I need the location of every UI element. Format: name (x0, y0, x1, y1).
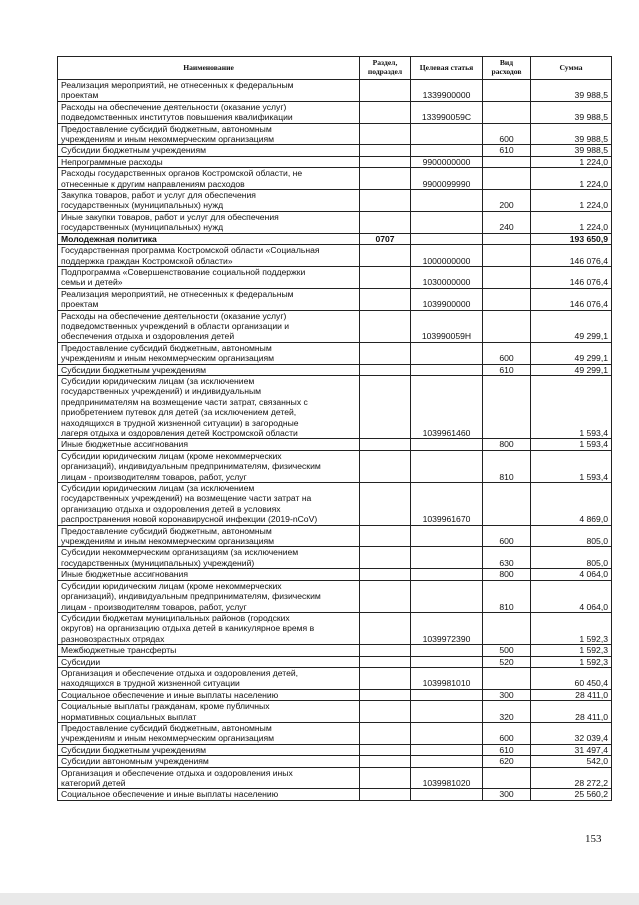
table-row (58, 190, 612, 212)
cell-section (360, 525, 411, 547)
table-row (58, 288, 612, 310)
cell-target: 1030000000 (411, 266, 483, 288)
header-name: Наименование (58, 57, 360, 80)
cell-target (411, 364, 483, 375)
cell-sum: 4 869,0 (531, 483, 612, 526)
cell-type: 600 (483, 722, 531, 744)
cell-name: Реализация мероприятий, не отнесенных к федеральным проектам (58, 288, 360, 310)
table-row (58, 168, 612, 190)
cell-type (483, 375, 531, 438)
cell-name: Расходы на обеспечение деятельности (оказание услуг) подведомственных институтов повышения квалификации (58, 101, 360, 123)
cell-section (360, 245, 411, 267)
cell-sum: 49 299,1 (531, 342, 612, 364)
table-row (58, 569, 612, 580)
cell-section (360, 789, 411, 800)
cell-name: Предоставление субсидий бюджетным, автономным учреждениям и иным некоммерческим организациям (58, 722, 360, 744)
cell-type: 600 (483, 525, 531, 547)
cell-type: 810 (483, 580, 531, 612)
cell-type: 810 (483, 450, 531, 482)
cell-name: Предоставление субсидий бюджетным, автономным учреждениям и иным некоммерческим организациям (58, 342, 360, 364)
cell-name: Социальные выплаты гражданам, кроме публичных нормативных социальных выплат (58, 701, 360, 723)
cell-sum: 39 988,5 (531, 101, 612, 123)
cell-sum: 39 988,5 (531, 80, 612, 102)
cell-name: Субсидии юридическим лицам (за исключением государственных учреждений) на возмещение части затрат на организацию отдыха и оздоровления детей в условиях распространения новой коронавирусной инфекции (2019-nCoV) (58, 483, 360, 526)
cell-section: 0707 (360, 233, 411, 244)
cell-section (360, 101, 411, 123)
cell-target (411, 722, 483, 744)
cell-sum: 193 650,9 (531, 233, 612, 244)
cell-section (360, 767, 411, 789)
cell-type (483, 288, 531, 310)
cell-type (483, 168, 531, 190)
table-row (58, 667, 612, 689)
cell-target (411, 525, 483, 547)
table-row (58, 245, 612, 267)
cell-target (411, 756, 483, 767)
table-row (58, 689, 612, 700)
cell-type: 800 (483, 569, 531, 580)
cell-section (360, 612, 411, 644)
cell-section (360, 211, 411, 233)
cell-sum: 25 560,2 (531, 789, 612, 800)
cell-type: 620 (483, 756, 531, 767)
cell-target (411, 744, 483, 755)
cell-type (483, 483, 531, 526)
cell-name: Реализация мероприятий, не отнесенных к федеральным проектам (58, 80, 360, 102)
cell-section (360, 80, 411, 102)
cell-type (483, 156, 531, 167)
table-row (58, 722, 612, 744)
cell-target: 1339900000 (411, 80, 483, 102)
cell-name: Субсидии (58, 656, 360, 667)
cell-name: Молодежная политика (58, 233, 360, 244)
cell-name: Закупка товаров, работ и услуг для обеспечения государственных (муниципальных) нужд (58, 190, 360, 212)
table-row (58, 701, 612, 723)
cell-section (360, 689, 411, 700)
cell-section (360, 310, 411, 342)
cell-type: 320 (483, 701, 531, 723)
table-row (58, 547, 612, 569)
cell-section (360, 288, 411, 310)
cell-type: 600 (483, 342, 531, 364)
table-row (58, 767, 612, 789)
cell-section (360, 123, 411, 145)
table-row (58, 266, 612, 288)
cell-name: Расходы государственных органов Костромской области, не отнесенные к другим направлениям расходов (58, 168, 360, 190)
cell-name: Непрограммные расходы (58, 156, 360, 167)
cell-name: Расходы на обеспечение деятельности (оказание услуг) подведомственных учреждений в области организации и обеспечения отдыха и оздоровления детей (58, 310, 360, 342)
table-row (58, 145, 612, 156)
cell-type: 630 (483, 547, 531, 569)
cell-name: Иные закупки товаров, работ и услуг для обеспечения государственных (муниципальных) нужд (58, 211, 360, 233)
cell-type: 200 (483, 190, 531, 212)
cell-target: 9900000000 (411, 156, 483, 167)
cell-target (411, 342, 483, 364)
cell-name: Межбюджетные трансферты (58, 645, 360, 656)
cell-target: 1039900000 (411, 288, 483, 310)
cell-sum: 1 224,0 (531, 156, 612, 167)
cell-target: 1000000000 (411, 245, 483, 267)
cell-name: Организация и обеспечение отдыха и оздоровления иных категорий детей (58, 767, 360, 789)
cell-section (360, 168, 411, 190)
table-row (58, 580, 612, 612)
cell-name: Подпрограмма «Совершенствование социальной поддержки семьи и детей» (58, 266, 360, 288)
cell-sum: 146 076,4 (531, 245, 612, 267)
cell-target: 1039961460 (411, 375, 483, 438)
table-row (58, 525, 612, 547)
cell-sum: 32 039,4 (531, 722, 612, 744)
cell-sum: 1 592,3 (531, 612, 612, 644)
cell-target (411, 190, 483, 212)
cell-section (360, 156, 411, 167)
cell-type (483, 767, 531, 789)
table-row (58, 656, 612, 667)
cell-section (360, 342, 411, 364)
cell-type: 500 (483, 645, 531, 656)
cell-target (411, 450, 483, 482)
cell-name: Субсидии юридическим лицам (кроме некоммерческих организаций), индивидуальным предпринимателям, физическим лицам - производителям товаров, работ, услуг (58, 450, 360, 482)
cell-target (411, 145, 483, 156)
cell-section (360, 145, 411, 156)
cell-sum: 28 411,0 (531, 689, 612, 700)
cell-sum: 1 592,3 (531, 645, 612, 656)
cell-name: Субсидии бюджетным учреждениям (58, 744, 360, 755)
cell-sum: 805,0 (531, 547, 612, 569)
table-row (58, 744, 612, 755)
table-row (58, 645, 612, 656)
cell-section (360, 483, 411, 526)
cell-section (360, 266, 411, 288)
cell-name: Субсидии юридическим лицам (кроме некоммерческих организаций), индивидуальным предпринимателям, физическим лицам - производителям товаров, работ, услуг (58, 580, 360, 612)
table-row (58, 342, 612, 364)
cell-sum: 4 064,0 (531, 580, 612, 612)
cell-target (411, 701, 483, 723)
cell-type (483, 667, 531, 689)
cell-section (360, 722, 411, 744)
cell-sum: 49 299,1 (531, 310, 612, 342)
cell-target (411, 123, 483, 145)
cell-type (483, 245, 531, 267)
cell-section (360, 439, 411, 450)
cell-target: 133990059С (411, 101, 483, 123)
table-row (58, 364, 612, 375)
cell-type: 300 (483, 689, 531, 700)
cell-sum: 1 224,0 (531, 190, 612, 212)
cell-name: Субсидии бюджетным учреждениям (58, 145, 360, 156)
header-target: Целевая статья (411, 57, 483, 80)
cell-type (483, 101, 531, 123)
cell-target (411, 689, 483, 700)
cell-section (360, 744, 411, 755)
table-row (58, 310, 612, 342)
table-header-row (58, 57, 612, 80)
cell-sum: 39 988,5 (531, 123, 612, 145)
table-row (58, 123, 612, 145)
cell-name: Предоставление субсидий бюджетным, автономным учреждениям и иным некоммерческим организациям (58, 123, 360, 145)
cell-type (483, 310, 531, 342)
cell-target (411, 439, 483, 450)
cell-target: 1039961670 (411, 483, 483, 526)
cell-section (360, 701, 411, 723)
cell-section (360, 645, 411, 656)
cell-type: 610 (483, 145, 531, 156)
cell-name: Субсидии бюджетам муниципальных районов (городских округов) на организацию отдыха детей в каникулярное время в разновозрастных отрядах (58, 612, 360, 644)
cell-type: 610 (483, 364, 531, 375)
table-body (58, 80, 612, 801)
cell-section (360, 756, 411, 767)
cell-sum: 1 593,4 (531, 439, 612, 450)
cell-target: 1039981020 (411, 767, 483, 789)
cell-target (411, 789, 483, 800)
cell-target (411, 569, 483, 580)
cell-target: 1039972390 (411, 612, 483, 644)
table-row (58, 483, 612, 526)
table-row (58, 612, 612, 644)
cell-section (360, 190, 411, 212)
table-row (58, 101, 612, 123)
table-row (58, 80, 612, 102)
cell-target (411, 547, 483, 569)
cell-section (360, 580, 411, 612)
cell-name: Субсидии автономным учреждениям (58, 756, 360, 767)
cell-target (411, 645, 483, 656)
cell-name: Государственная программа Костромской области «Социальная поддержка граждан Костромской области» (58, 245, 360, 267)
header-type: Вид расходов (483, 57, 531, 80)
cell-name: Иные бюджетные ассигнования (58, 569, 360, 580)
cell-target (411, 211, 483, 233)
table-row (58, 756, 612, 767)
cell-sum: 28 411,0 (531, 701, 612, 723)
cell-sum: 31 497,4 (531, 744, 612, 755)
cell-name: Социальное обеспечение и иные выплаты населению (58, 789, 360, 800)
table-row (58, 450, 612, 482)
cell-name: Иные бюджетные ассигнования (58, 439, 360, 450)
header-section: Раздел, подраздел (360, 57, 411, 80)
cell-type (483, 233, 531, 244)
cell-name: Субсидии бюджетным учреждениям (58, 364, 360, 375)
cell-target: 9900099990 (411, 168, 483, 190)
budget-table (57, 56, 612, 801)
page-number: 153 (585, 833, 602, 845)
cell-section (360, 547, 411, 569)
cell-section (360, 375, 411, 438)
cell-sum: 1 593,4 (531, 375, 612, 438)
cell-sum: 146 076,4 (531, 266, 612, 288)
cell-sum: 542,0 (531, 756, 612, 767)
cell-sum: 39 988,5 (531, 145, 612, 156)
cell-target: 1039981010 (411, 667, 483, 689)
cell-type: 300 (483, 789, 531, 800)
cell-section (360, 569, 411, 580)
table-row (58, 375, 612, 438)
cell-target (411, 656, 483, 667)
cell-name: Субсидии некоммерческим организациям (за исключением государственных (муниципальных) учреждений) (58, 547, 360, 569)
cell-name: Организация и обеспечение отдыха и оздоровления детей, находящихся в трудной жизненной ситуации (58, 667, 360, 689)
cell-target (411, 233, 483, 244)
cell-section (360, 656, 411, 667)
cell-section (360, 667, 411, 689)
cell-name: Социальное обеспечение и иные выплаты населению (58, 689, 360, 700)
cell-section (360, 364, 411, 375)
cell-type (483, 612, 531, 644)
cell-sum: 1 593,4 (531, 450, 612, 482)
table-row (58, 156, 612, 167)
cell-name: Субсидии юридическим лицам (за исключением государственных учреждений) и индивидуальным предпринимателям на возмещение части затрат, связанных с приобретением путевок для детей (за исключением детей, находящихся в трудной жизненной ситуации) в загородные лагеря отдыха и оздоровления детей Костромской области (58, 375, 360, 438)
cell-type (483, 80, 531, 102)
cell-type: 520 (483, 656, 531, 667)
cell-sum: 49 299,1 (531, 364, 612, 375)
table-row (58, 789, 612, 800)
cell-sum: 28 272,2 (531, 767, 612, 789)
header-sum: Сумма (531, 57, 612, 80)
cell-sum: 1 224,0 (531, 168, 612, 190)
cell-type: 240 (483, 211, 531, 233)
table-row (58, 211, 612, 233)
cell-type: 610 (483, 744, 531, 755)
cell-name: Предоставление субсидий бюджетным, автономным учреждениям и иным некоммерческим организациям (58, 525, 360, 547)
cell-target (411, 580, 483, 612)
table-row (58, 233, 612, 244)
cell-sum: 60 450,4 (531, 667, 612, 689)
table-row (58, 439, 612, 450)
cell-type (483, 266, 531, 288)
cell-sum: 805,0 (531, 525, 612, 547)
cell-target: 103990059Н (411, 310, 483, 342)
cell-sum: 1 592,3 (531, 656, 612, 667)
cell-type: 800 (483, 439, 531, 450)
cell-type: 600 (483, 123, 531, 145)
cell-sum: 1 224,0 (531, 211, 612, 233)
cell-sum: 146 076,4 (531, 288, 612, 310)
bottom-strip (0, 893, 639, 905)
cell-section (360, 450, 411, 482)
cell-sum: 4 064,0 (531, 569, 612, 580)
